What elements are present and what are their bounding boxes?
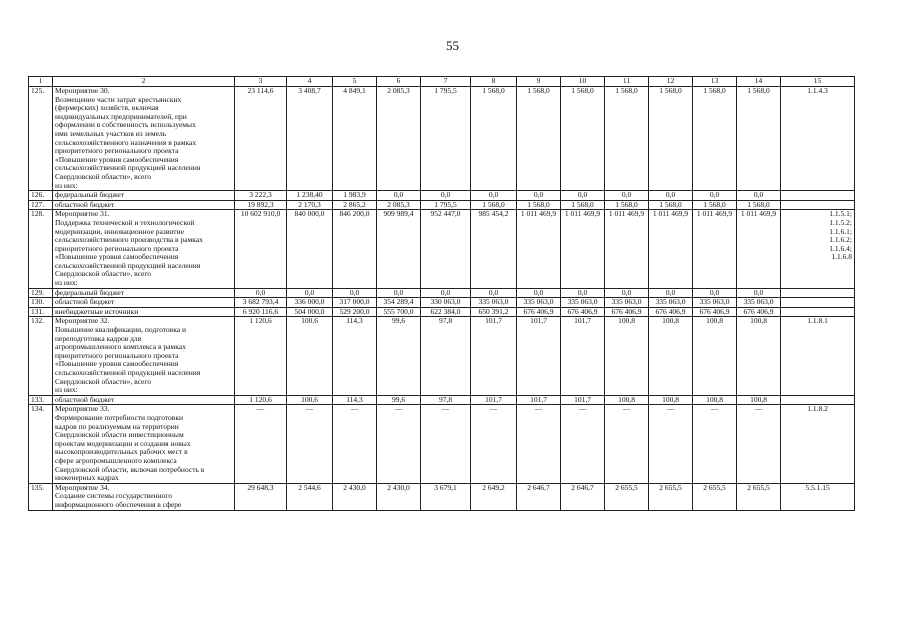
value-cell: 335 063,0 (471, 298, 517, 308)
row-description (53, 317, 235, 395)
row-description (53, 210, 235, 288)
column-number-cell: 4 (287, 77, 333, 87)
description-line: (фермерских) хозяйств, включая (55, 103, 159, 113)
value-cell: — (287, 405, 333, 483)
table-row (29, 298, 855, 308)
value-cell: 100,8 (737, 317, 781, 395)
column-number-cell: 15 (781, 77, 855, 87)
description-line: «Повышение уровня самообеспечения (55, 359, 179, 369)
target-reference (781, 307, 855, 317)
value-cell: 1 568,0 (693, 200, 737, 210)
value-cell: 6 920 116,6 (235, 307, 287, 317)
reference-line: 5.5.1.15 (805, 483, 830, 492)
value-cell: 1 568,0 (605, 200, 649, 210)
reference-line: 1.1.6.4; (829, 243, 852, 253)
value-cell: 10 602 910,0 (235, 210, 287, 288)
value-cell: — (377, 405, 421, 483)
value-cell: 1 795,5 (421, 87, 471, 191)
description-line: индивидуальных предпринимателей, при (55, 111, 187, 121)
value-cell: 0,0 (517, 288, 561, 298)
row-number: 130. (29, 298, 53, 308)
description-line: ими земельных участков из земель (55, 128, 167, 138)
value-cell: 2 646,7 (517, 483, 561, 510)
value-cell: 99,6 (377, 317, 421, 395)
description-line: из них: (55, 278, 78, 288)
value-cell: 0,0 (471, 288, 517, 298)
value-cell: 676 406,9 (737, 307, 781, 317)
description-line: сельскохозяйственной продукцией населения (55, 368, 201, 377)
description-line: оформлении в собственность используемых (55, 120, 196, 130)
value-cell: 0,0 (471, 191, 517, 201)
value-cell: 2 655,5 (693, 483, 737, 510)
budget-table (28, 76, 855, 511)
description-line: Свердловской области, включая потребность в (55, 464, 205, 474)
value-cell: 0,0 (693, 191, 737, 201)
target-reference (781, 288, 855, 298)
value-cell: 1 568,0 (693, 87, 737, 191)
value-cell: 676 406,9 (517, 307, 561, 317)
value-cell: 676 406,9 (605, 307, 649, 317)
value-cell: 909 989,4 (377, 210, 421, 288)
value-cell: 100,8 (693, 395, 737, 405)
description-line: областной бюджет (55, 395, 115, 404)
value-cell: 1 568,0 (737, 87, 781, 191)
value-cell: 0,0 (737, 288, 781, 298)
column-number-cell: 13 (693, 77, 737, 87)
value-cell: — (737, 405, 781, 483)
value-cell: 100,6 (287, 395, 333, 405)
value-cell: 1 568,0 (737, 200, 781, 210)
value-cell: 100,8 (605, 317, 649, 395)
description-line: федеральный бюджет (55, 288, 125, 297)
description-line: модернизации, инновационное развитие (55, 226, 184, 236)
value-cell: 2 430,0 (377, 483, 421, 510)
value-cell: 676 406,9 (649, 307, 693, 317)
value-cell: 0,0 (737, 191, 781, 201)
description-line: Мероприятие 31. (55, 209, 110, 219)
value-cell: 2 170,3 (287, 200, 333, 210)
value-cell: 1 983,9 (333, 191, 377, 201)
row-number: 125. (29, 87, 53, 191)
description-line: приоритетного регионального проекта (55, 350, 179, 360)
table-row (29, 210, 855, 288)
value-cell: 0,0 (235, 288, 287, 298)
value-cell: 676 406,9 (693, 307, 737, 317)
value-cell: 100,8 (737, 395, 781, 405)
value-cell: 1 568,0 (471, 87, 517, 191)
value-cell: 0,0 (693, 288, 737, 298)
value-cell: 97,8 (421, 395, 471, 405)
value-cell: 0,0 (561, 288, 605, 298)
value-cell: 335 063,0 (649, 298, 693, 308)
row-description (53, 395, 235, 405)
reference-line: 1.1.5.2; (829, 217, 852, 227)
description-line: сфере агропромышленного комплекса (55, 455, 177, 465)
value-cell: 100,8 (693, 317, 737, 395)
description-line: высокопроизводительных рабочих мест в (55, 447, 188, 457)
description-line: кадров по реализуемым на территории (55, 421, 179, 431)
value-cell: 335 063,0 (561, 298, 605, 308)
column-number-cell: 2 (53, 77, 235, 87)
value-cell: 101,7 (471, 395, 517, 405)
column-number-cell: 5 (333, 77, 377, 87)
value-cell: 2 865,2 (333, 200, 377, 210)
column-number-cell: 9 (517, 77, 561, 87)
value-cell: 0,0 (605, 191, 649, 201)
value-cell: 504 000,0 (287, 307, 333, 317)
description-line: Мероприятие 32. (55, 316, 110, 326)
value-cell: 0,0 (561, 191, 605, 201)
description-line: «Повышение уровня самообеспечения (55, 252, 179, 262)
description-line: Возмещение части затрат крестьянских (55, 94, 182, 104)
value-cell: 101,7 (471, 317, 517, 395)
target-reference (781, 483, 855, 510)
description-line: Мероприятие 30. (55, 86, 110, 95)
value-cell: 0,0 (377, 191, 421, 201)
target-reference (781, 298, 855, 308)
value-cell: 335 063,0 (693, 298, 737, 308)
row-number: 132. (29, 317, 53, 395)
value-cell: 100,8 (649, 317, 693, 395)
target-reference (781, 87, 855, 191)
target-reference (781, 395, 855, 405)
value-cell: 0,0 (605, 288, 649, 298)
value-cell: 2 430,0 (333, 483, 377, 510)
value-cell: 23 114,6 (235, 87, 287, 191)
row-number: 133. (29, 395, 53, 405)
value-cell: — (471, 405, 517, 483)
value-cell: — (235, 405, 287, 483)
row-number: 128. (29, 210, 53, 288)
value-cell: 317 000,0 (333, 298, 377, 308)
value-cell: 1 568,0 (517, 200, 561, 210)
value-cell: 3 682 793,4 (235, 298, 287, 308)
value-cell: 3 222,3 (235, 191, 287, 201)
row-description (53, 288, 235, 298)
row-description (53, 405, 235, 483)
description-line: Поддержка технической и технологической (55, 217, 195, 227)
value-cell: — (693, 405, 737, 483)
value-cell: 336 000,0 (287, 298, 333, 308)
value-cell: 952 447,0 (421, 210, 471, 288)
value-cell: — (517, 405, 561, 483)
value-cell: 0,0 (377, 288, 421, 298)
reference-line: 1.1.5.1; (829, 209, 852, 219)
reference-line: 1.1.4.3 (807, 86, 828, 95)
description-line: сельскохозяйственной продукцией населения (55, 260, 201, 270)
target-reference (781, 210, 855, 288)
column-number-row (29, 77, 855, 87)
value-cell: 29 648,3 (235, 483, 287, 510)
value-cell: 100,8 (649, 395, 693, 405)
description-line: сельскохозяйственного назначения в рамках (55, 137, 197, 147)
value-cell: 335 063,0 (517, 298, 561, 308)
row-number: 135. (29, 483, 53, 510)
table-row (29, 288, 855, 298)
description-line: проектам модернизации и создания новых (55, 438, 191, 448)
description-line: Формирование потребности подготовки (55, 412, 183, 422)
value-cell: 2 655,5 (649, 483, 693, 510)
reference-line: 1.1.8.1 (807, 316, 828, 326)
value-cell: 101,7 (517, 395, 561, 405)
value-cell: 1 011 469,9 (737, 210, 781, 288)
description-line: внебюджетные источники (55, 307, 139, 316)
row-description (53, 200, 235, 210)
description-line: Свердловской области», всего (55, 269, 151, 279)
value-cell: 650 391,2 (471, 307, 517, 317)
table-row (29, 87, 855, 191)
description-line: приоритетного регионального проекта (55, 146, 179, 156)
row-number: 127. (29, 200, 53, 210)
value-cell: 101,7 (517, 317, 561, 395)
value-cell: 1 011 469,9 (693, 210, 737, 288)
value-cell: 1 568,0 (605, 87, 649, 191)
description-line: информационного обеспечения в сфере (55, 499, 182, 509)
value-cell: 1 568,0 (649, 87, 693, 191)
description-line: Свердловской области инвестиционным (55, 430, 184, 440)
value-cell: 101,7 (561, 395, 605, 405)
column-number-cell: 3 (235, 77, 287, 87)
row-number: 131. (29, 307, 53, 317)
column-number-cell: 6 (377, 77, 421, 87)
description-line: инженерных кадрах (55, 473, 119, 483)
value-cell: 0,0 (287, 288, 333, 298)
value-cell: 0,0 (421, 191, 471, 201)
value-cell: 0,0 (421, 288, 471, 298)
value-cell: 1 568,0 (649, 200, 693, 210)
description-line: Создание системы государственного (55, 491, 172, 501)
table-row (29, 395, 855, 405)
description-line: приоритетного регионального проекта (55, 243, 179, 253)
value-cell: 354 289,4 (377, 298, 421, 308)
column-number-cell: 14 (737, 77, 781, 87)
table-row (29, 317, 855, 395)
value-cell: 846 200,0 (333, 210, 377, 288)
description-line: агропромышленного комплекса в рамках (55, 342, 186, 352)
value-cell: 1 568,0 (561, 87, 605, 191)
row-number: 126. (29, 191, 53, 201)
table-row (29, 191, 855, 201)
value-cell: 1 568,0 (471, 200, 517, 210)
description-line: из них: (55, 385, 78, 395)
description-line: переподготовка кадров для (55, 333, 142, 343)
value-cell: 3 679,1 (421, 483, 471, 510)
description-line: Повышение квалификации, подготовка и (55, 325, 186, 335)
value-cell: 2 655,5 (605, 483, 649, 510)
column-number-cell: 1 (29, 77, 53, 87)
value-cell: 335 063,0 (605, 298, 649, 308)
column-number-cell: 11 (605, 77, 649, 87)
value-cell: 1 011 469,9 (517, 210, 561, 288)
table-row (29, 405, 855, 483)
table-row (29, 200, 855, 210)
value-cell: 676 406,9 (561, 307, 605, 317)
value-cell: 99,6 (377, 395, 421, 405)
table-row (29, 483, 855, 510)
column-number-cell: 12 (649, 77, 693, 87)
target-reference (781, 405, 855, 483)
value-cell: 4 849,1 (333, 87, 377, 191)
value-cell: 529 200,0 (333, 307, 377, 317)
value-cell: 0,0 (517, 191, 561, 201)
table-row (29, 307, 855, 317)
value-cell: — (561, 405, 605, 483)
page-number: 55 (446, 38, 459, 53)
value-cell: 1 120,6 (235, 395, 287, 405)
value-cell: 0,0 (649, 191, 693, 201)
value-cell: 1 011 469,9 (605, 210, 649, 288)
column-number-cell: 7 (421, 77, 471, 87)
column-number-cell: 10 (561, 77, 605, 87)
value-cell: 100,6 (287, 317, 333, 395)
value-cell: 97,8 (421, 317, 471, 395)
value-cell: — (421, 405, 471, 483)
description-line: сельскохозяйственной продукцией населения (55, 163, 201, 173)
value-cell: 114,3 (333, 395, 377, 405)
row-description (53, 87, 235, 191)
value-cell: — (605, 405, 649, 483)
value-cell: 2 085,3 (377, 200, 421, 210)
description-line: Мероприятие 33. (55, 404, 110, 414)
value-cell: 0,0 (333, 288, 377, 298)
description-line: из них: (55, 180, 78, 190)
value-cell: 2 649,2 (471, 483, 517, 510)
target-reference (781, 191, 855, 201)
reference-line: 1.1.8.2 (807, 404, 828, 414)
column-number-cell: 8 (471, 77, 517, 87)
value-cell: — (649, 405, 693, 483)
value-cell: 335 063,0 (737, 298, 781, 308)
reference-line: 1.1.6.8 (831, 252, 852, 262)
value-cell: 1 568,0 (561, 200, 605, 210)
row-number: 134. (29, 405, 53, 483)
value-cell: 2 655,5 (737, 483, 781, 510)
row-description (53, 191, 235, 201)
value-cell: 114,3 (333, 317, 377, 395)
value-cell: 101,7 (561, 317, 605, 395)
value-cell: 2 544,6 (287, 483, 333, 510)
reference-line: 1.1.6.2; (829, 235, 852, 245)
value-cell: 622 384,0 (421, 307, 471, 317)
row-description (53, 483, 235, 510)
description-line: сельскохозяйственного производства в рамках (55, 235, 203, 245)
description-line: Мероприятие 34. (55, 483, 110, 492)
value-cell: 100,8 (605, 395, 649, 405)
description-line: областной бюджет (55, 200, 115, 209)
value-cell: 1 238,40 (287, 191, 333, 201)
value-cell: 19 892,3 (235, 200, 287, 210)
reference-line: 1.1.6.1; (829, 226, 852, 236)
value-cell: 840 000,0 (287, 210, 333, 288)
target-reference (781, 317, 855, 395)
value-cell: 1 120,6 (235, 317, 287, 395)
value-cell: 555 700,0 (377, 307, 421, 317)
description-line: «Повышение уровня самообеспечения (55, 154, 179, 164)
value-cell: 2 085,3 (377, 87, 421, 191)
row-number: 129. (29, 288, 53, 298)
description-line: Свердловской области», всего (55, 171, 151, 181)
value-cell: 1 568,0 (517, 87, 561, 191)
description-line: федеральный бюджет (55, 190, 125, 200)
row-description (53, 298, 235, 308)
value-cell: 330 063,0 (421, 298, 471, 308)
value-cell: 1 011 469,9 (649, 210, 693, 288)
value-cell: 985 454,2 (471, 210, 517, 288)
value-cell: 2 646,7 (561, 483, 605, 510)
row-description (53, 307, 235, 317)
description-line: Свердловской области», всего (55, 376, 151, 386)
description-line: областной бюджет (55, 297, 115, 307)
value-cell: 1 795,5 (421, 200, 471, 210)
value-cell: — (333, 405, 377, 483)
value-cell: 1 011 469,9 (561, 210, 605, 288)
value-cell: 3 408,7 (287, 87, 333, 191)
target-reference (781, 200, 855, 210)
value-cell: 0,0 (649, 288, 693, 298)
